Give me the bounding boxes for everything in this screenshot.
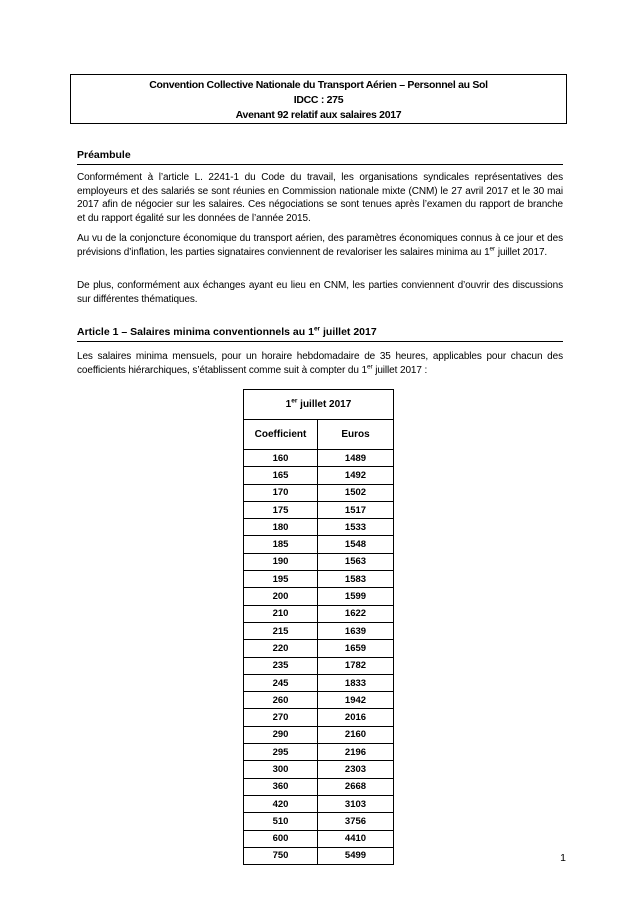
euros-cell: 1563 [318, 553, 394, 570]
coefficient-cell: 160 [244, 450, 318, 467]
coefficient-cell: 420 [244, 795, 318, 812]
euros-cell: 2196 [318, 744, 394, 761]
salary-table-wrapper [243, 389, 394, 865]
table-row [244, 795, 394, 812]
superscript: er [489, 245, 496, 253]
coefficient-cell: 190 [244, 553, 318, 570]
article-1-paragraph-end: juillet 2017 : [372, 364, 428, 376]
title-line-3: Avenant 92 relatif aux salaires 2017 [235, 109, 402, 121]
superscript: er [313, 325, 321, 333]
column-header-euros: Euros [318, 420, 394, 450]
coefficient-cell: 180 [244, 519, 318, 536]
euros-cell: 1639 [318, 622, 394, 639]
coefficient-cell: 270 [244, 709, 318, 726]
table-row [244, 709, 394, 726]
euros-cell: 1942 [318, 692, 394, 709]
coefficient-cell: 290 [244, 726, 318, 743]
page-number: 1 [560, 852, 566, 864]
coefficient-cell: 360 [244, 778, 318, 795]
coefficient-cell: 750 [244, 847, 318, 864]
table-caption-row [244, 390, 394, 420]
table-row [244, 588, 394, 605]
title-line-1: Convention Collective Nationale du Transport Aérien – Personnel au Sol [149, 79, 488, 91]
column-header-coefficient: Coefficient [244, 420, 318, 450]
euros-cell: 3756 [318, 813, 394, 830]
coefficient-cell: 260 [244, 692, 318, 709]
table-header-row [244, 420, 394, 450]
table-row [244, 830, 394, 847]
table-row [244, 484, 394, 501]
euros-cell: 3103 [318, 795, 394, 812]
table-row [244, 553, 394, 570]
euros-cell: 2016 [318, 709, 394, 726]
euros-cell: 2160 [318, 726, 394, 743]
preambule-paragraph-2 [77, 232, 563, 259]
preambule-paragraph-2-end: juillet 2017. [495, 246, 548, 258]
coefficient-cell: 600 [244, 830, 318, 847]
salary-table [243, 389, 394, 865]
coefficient-cell: 245 [244, 674, 318, 691]
coefficient-cell: 165 [244, 467, 318, 484]
superscript: er [291, 397, 298, 405]
euros-cell: 1659 [318, 640, 394, 657]
euros-cell: 1517 [318, 501, 394, 518]
table-row [244, 674, 394, 691]
table-row [244, 847, 394, 864]
table-row [244, 778, 394, 795]
euros-cell: 2303 [318, 761, 394, 778]
table-row [244, 657, 394, 674]
table-row [244, 501, 394, 518]
coefficient-cell: 235 [244, 657, 318, 674]
title-line-2: IDCC : 275 [293, 94, 344, 106]
coefficient-cell: 220 [244, 640, 318, 657]
superscript: er [366, 363, 373, 371]
table-row [244, 467, 394, 484]
coefficient-cell: 295 [244, 744, 318, 761]
preambule-heading: Préambule [77, 148, 563, 165]
coefficient-cell: 510 [244, 813, 318, 830]
table-row [244, 744, 394, 761]
title-box [70, 74, 567, 124]
table-row [244, 622, 394, 639]
euros-cell: 2668 [318, 778, 394, 795]
table-row [244, 813, 394, 830]
euros-cell: 1492 [318, 467, 394, 484]
article-1-paragraph [77, 350, 563, 377]
caption-text-end: juillet 2017 [297, 399, 352, 410]
euros-cell: 1548 [318, 536, 394, 553]
article-1-heading [77, 325, 563, 342]
table-row [244, 536, 394, 553]
article-1-title: Article 1 – Salaires minima conventionnels au 1 [77, 326, 314, 338]
preambule-paragraph-2-text: Au vu de la conjoncture économique du transport aérien, des paramètres économiques connus à ce jour et des prévisions d’inflation, les parties signataires conviennent de revaloriser les salaires minima au 1 [77, 233, 563, 258]
table-caption [244, 390, 394, 420]
table-row [244, 640, 394, 657]
euros-cell: 1583 [318, 571, 394, 588]
coefficient-cell: 170 [244, 484, 318, 501]
table-row [244, 692, 394, 709]
euros-cell: 1833 [318, 674, 394, 691]
euros-cell: 1502 [318, 484, 394, 501]
caption-text: 1 [285, 399, 292, 410]
coefficient-cell: 185 [244, 536, 318, 553]
article-1-title-end: juillet 2017 [320, 326, 377, 338]
table-row [244, 519, 394, 536]
euros-cell: 1489 [318, 450, 394, 467]
preambule-paragraph-3: De plus, conformément aux échanges ayant eu lieu en CNM, les parties conviennent d’ouvrir des discussions sur différentes thématiques. [77, 280, 563, 305]
euros-cell: 1599 [318, 588, 394, 605]
article-1-paragraph-text: Les salaires minima mensuels, pour un horaire hebdomadaire de 35 heures, applicables pour chacun des coefficients hiérarchiques, s’établissent comme suit à compter du 1 [77, 351, 563, 376]
coefficient-cell: 215 [244, 622, 318, 639]
table-row [244, 571, 394, 588]
preambule-paragraph-1: Conformément à l’article L. 2241-1 du Code du travail, les organisations syndicales représentatives des employeurs et des salariés se sont réunies en Commission nationale mixte (CNM) le 27 avril 2017 et le 30 mai 2017 afin de négocier sur les salaires. Ces négociations se sont tenues après l’examen du rapport de branche et du rapport égalité sur les données de l’année 2015. [77, 172, 563, 224]
table-row [244, 605, 394, 622]
coefficient-cell: 175 [244, 501, 318, 518]
euros-cell: 1533 [318, 519, 394, 536]
euros-cell: 1622 [318, 605, 394, 622]
euros-cell: 4410 [318, 830, 394, 847]
table-row [244, 761, 394, 778]
coefficient-cell: 200 [244, 588, 318, 605]
coefficient-cell: 210 [244, 605, 318, 622]
coefficient-cell: 300 [244, 761, 318, 778]
table-row [244, 726, 394, 743]
euros-cell: 5499 [318, 847, 394, 864]
table-row [244, 450, 394, 467]
euros-cell: 1782 [318, 657, 394, 674]
coefficient-cell: 195 [244, 571, 318, 588]
